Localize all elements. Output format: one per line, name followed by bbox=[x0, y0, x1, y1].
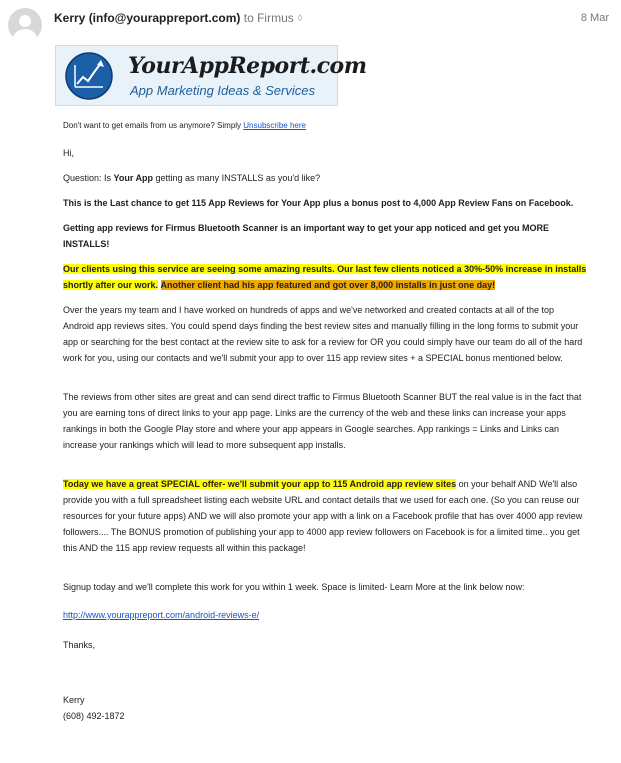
question-app: Your App bbox=[113, 173, 154, 183]
reviews-paragraph: The reviews from other sites are great and can send direct traffic to Firmus Bluetooth Scanner BUT the real value is in the fact that you are earning tons of direct links to your app page. Links are the currency of the web and these links can increase your apps rankings in both the Google Play store and where your app appears in Google searches. App rankings = Links and Links can increase your rankings which will lead to more subsequent app installs. bbox=[63, 392, 582, 450]
signature-name: Kerry bbox=[63, 695, 85, 705]
company-logo-banner bbox=[55, 45, 367, 106]
spacer bbox=[63, 662, 587, 692]
results-highlight-yellow: Our clients using this service are seeing some amazing results. Our last few clients noticed a 30%-50% increase in installs shortly after our work. bbox=[63, 264, 587, 290]
getting-reviews-paragraph: Getting app reviews for Firmus Bluetooth Scanner is an important way to get your app noticed and get you MORE INSTALLS! bbox=[63, 223, 550, 249]
signature-phone: (608) 492-1872 bbox=[63, 711, 125, 721]
recipient-name[interactable]: Firmus bbox=[257, 11, 294, 25]
greeting: Hi, bbox=[63, 148, 74, 158]
sender-name[interactable]: Kerry (info@yourappreport.com) bbox=[54, 11, 241, 25]
years-paragraph: Over the years my team and I have worked on hundreds of apps and we've networked and created contacts at all of the top Android app reviews sites. You could spend days finding the best review sites and manually filling in the long forms to submit your app or searching for the best contact at the review site to ask for a review for OR you could simply have our team do all of the hard work for you, using our contacts and we'll submit your app to over 115 app review sites + a SPECIAL bonus mentioned below. bbox=[63, 305, 583, 363]
spacer bbox=[63, 565, 587, 579]
chart-globe-icon bbox=[62, 51, 118, 101]
android-reviews-link[interactable]: http://www.yourappreport.com/android-reviews-e/ bbox=[63, 610, 260, 620]
link-paragraph bbox=[63, 607, 587, 623]
spacer bbox=[63, 375, 587, 389]
offer-paragraph bbox=[63, 476, 587, 556]
last-chance-paragraph: This is the Last chance to get 115 App Reviews for Your App plus a bonus post to 4,000 App Review Fans on Facebook. bbox=[63, 198, 574, 208]
email-header bbox=[54, 10, 611, 26]
unsubscribe-notice bbox=[63, 120, 587, 132]
recipient-details-chevron-icon[interactable]: ◊ bbox=[297, 13, 303, 23]
question-prefix: Question: Is bbox=[63, 173, 114, 183]
client-results-paragraph bbox=[63, 261, 587, 293]
signup-paragraph: Signup today and we'll complete this work for you within 1 week. Space is limited- Learn More at the link below now: bbox=[63, 582, 525, 592]
thanks-line: Thanks, bbox=[63, 640, 96, 650]
sender-avatar bbox=[8, 8, 42, 42]
results-highlight-orange: Another client had his app featured and got over 8,000 installs in just one day! bbox=[160, 280, 496, 290]
email-date: 8 Mar bbox=[580, 12, 609, 24]
unsubscribe-link[interactable]: Unsubscribe here bbox=[243, 121, 306, 130]
offer-rest: on your behalf AND We'll also provide you with a full spreadsheet listing each website URL and contact details that we used for each one. (So you can reuse our resources for your future apps) AND we will also promote your app with a link on a Facebook profile that has over 4000 app review followers.... The BONUS promotion of publishing your app to 4000 app review followers on Facebook is for a limited time.. you get this AND the 115 app review requests all within this package! bbox=[63, 479, 583, 553]
avatar-body-shape bbox=[13, 29, 37, 42]
to-label: to bbox=[243, 11, 254, 25]
unsubscribe-text: Don't want to get emails from us anymore? Simply bbox=[63, 121, 244, 130]
question-suffix: getting as many INSTALLS as you'd like? bbox=[153, 173, 321, 183]
question-line bbox=[63, 170, 587, 186]
logo-subtitle: App Marketing Ideas & Services bbox=[130, 83, 315, 98]
spacer bbox=[63, 462, 587, 476]
logo-title: YourAppReport.com bbox=[128, 53, 367, 79]
avatar-head-shape bbox=[19, 15, 31, 27]
email-body bbox=[63, 120, 587, 724]
offer-highlight: Today we have a great SPECIAL offer- we'll submit your app to 115 Android app review sites bbox=[63, 479, 457, 489]
